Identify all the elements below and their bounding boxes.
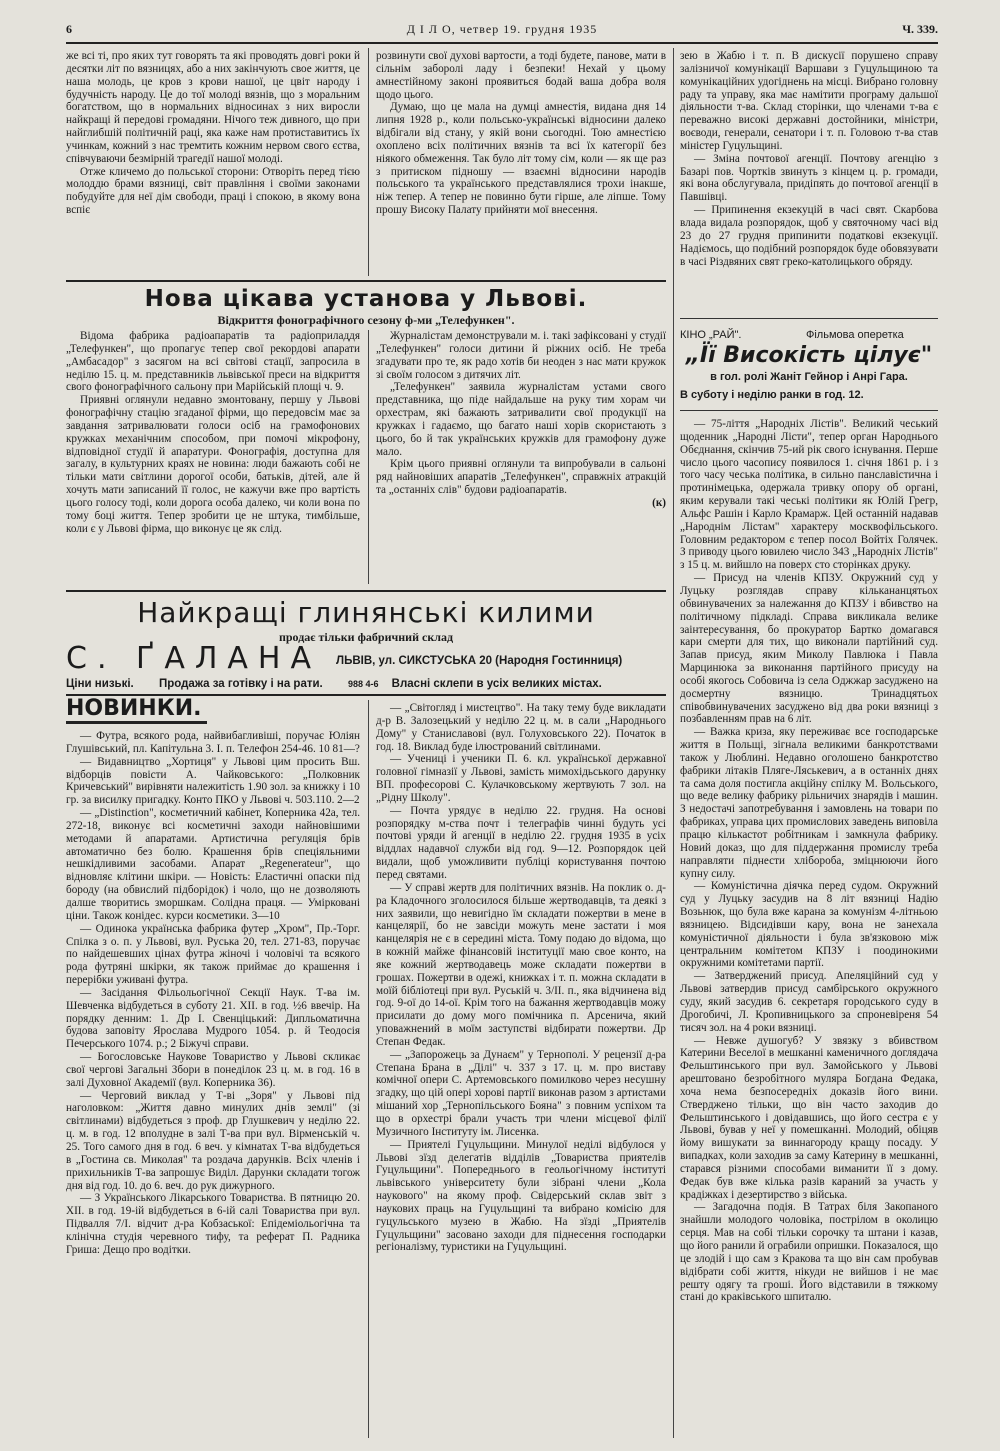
stores-text: Власні склепи в усіх великих містах. — [391, 678, 602, 690]
paragraph: — Зміна почтової агенції. Почтову агенцію з Базарі пов. Чортків звинуть з кінцем ц. р. громади, які вона обслугувала, придіпять до почтової агенції в Павшівці. — [680, 152, 938, 204]
news-item: — Комуністична діячка перед судом. Окружний суд у Луцьку засудив на 8 літ вязниці Надію Возьнюк, що була вже карана за комунізм 4-літньою вязницею. Відсидівши кару, вона не занехала комуністичної діяльности і була зв'язковою між центральним комітетом КПЗУ і поодинокими окружними комітетами партії. — [680, 880, 938, 970]
paragraph: же всі ті, про яких тут говорять та які проводять довгі роки й десятки літ по вязницях, або а них закінчують свое життя, це наша молодь, це кров з крови нашої, це цвіт народу і будучність народу. Це до тої молоді вязнів, що з моральним богатством, що в нормальних відносинах з них виросли найкращі й передові громадяни. Нічого теж дивного, що при найглибшій політичній раці, яка каже нам протиставитись їх учинкам, кожний з нас тремтить кожним нервом свого єства, співчуваючи безмірній трагедії нашої молоді. — [66, 50, 360, 165]
news-item: — Затверджений присуд. Апеляційний суд у Львові затвердив присуд самбірського окружного суду, який засудив 6. секретаря городського суду в Дрогобичі, Л. Кропивницького за спроневіреня 54 тисяч зол. на 4 роки вязниці. — [680, 970, 938, 1034]
news-item: — 75-ліття „Народніх Лістів". Великий чеський щоденник „Народні Лісти", тепер орган Народнього Обєднання, скінчив 75-ий рік свого існування. Перше число цього часопису появилося 1. січня 1861 р. і з того часу чеська політика, в сильно панславістична і протинімецька, одержала тривку опору об органі, яким керували такі чеські політики як Юлій Грегр, Альфс Рашін і Карло Крамарж. Цей останній надавав „Народнім Лістам" характеру москвофільського. Головним редактором є тепер посол Войтіх Голячек. З приводу цього ювилею число 343 „Народніх Лістів" з 15 ц. м. вийшло на поверх сто сторінках друку. — [680, 418, 938, 572]
news-item: — Футра, всякого рода, найвибагливіші, поручає Юліян Глушівський, пл. Капітульна 3. І. п. Телефон 254-46. 10 81—? — [66, 730, 360, 755]
novinky-col2 — [376, 702, 666, 1438]
article-signature: (к) — [652, 496, 666, 509]
news-item: — Невже душогуб? У звязку з вбивством Катерини Веселої в мешканні каменичного доглядача Фельштинського при вул. Замойського у Львові арештовано безробітного муляра Богдана Федака, хоча нема безпосередніх доказів його вини. Стверджено тільки, що він часто заходив до Фельштинського і довідавшись, що його сестра є у Львові, бував у неї у помешканні. Молодий, обіцяв йому вишукати за виннагороду кращу посаду. У випадках, коли заходив за саму Катерину в мешканні, старався різними способами виманити її з дому. Федак був вже кілька разів караний за участь у крадіжках і дезертирство з війська. — [680, 1034, 938, 1201]
paragraph: Відома фабрика радіоапаратів та радіоприладдя „Телефункен", що пропагує тепер свої рекордові апарати „Амбасадор" з засягом на всі світові стації, запросила в неділю 15. ц. м. представників львівської преси на відкриття свого фонографічного сальону при Марійській площі ч. 9. — [66, 330, 360, 394]
article-subtitle: Відкриття фонографічного сезону ф-ми „Телефункен". — [217, 313, 515, 327]
section-title-novinky: НОВИНКИ. — [66, 697, 207, 724]
news-item: — Видавництво „Хортиця" у Львові цим просить Вш. відборців повісти А. Чайковського: „Полковник Кричевський" вирівняти належитість 1.90 зол. за книжку і 10 гр. за виcилку пригадку. Конто ПКО у Львові ч. 503.110. 2—2 — [66, 755, 360, 807]
paragraph: розвинути свої духові вартости, а тоді будете, панове, мати в сільнім заборолі ладу і безпеки! Нехай у цьому амнестійному законі проявиться бодай ваша добра воля щодо цього. — [376, 50, 666, 101]
news-item: — Почта урядує в неділю 22. грудня. На основі розпорядку м-ства почт і телеграфів чинні будуть усі почтові уряди й агенції в неділю 22. грудня 1935 в усіх віддлах надавчої служби від год. 9—12. Розпорядок цей видали, щоб уможливити публіці користування почтою перед святами. — [376, 804, 666, 881]
article-col1 — [66, 330, 360, 584]
news-item: — Черговий виклад у Т-ві „Зоря" у Львові під наголовком: „Життя давно минулих днів землі" (зі світлинами) відбудеться з проф. др Глушкевич у неділю 22. ц. м. в год. 12 вполудне в залі Т-ва при вул. Вірменській ч. 25. Того самого дня в год. 6 веч. у кімнатах Т-ва відбудеться в „Гостина св. Миколая" та роздача дарунків. Всіх членів і прихильників Т-ва запрошує Виділ. Дарунки складати тогож дня від год. 10. до 6. веч. до рук дижурного. — [66, 1089, 360, 1192]
news-item: — Приятелі Гуцульщини. Минулої неділі відбулося у Львові зїзд делегатів відділів „Товариства приятелів Гуцульщини". Попереднього в геольогічному інституті львівського університету були зібрані члени „Кола наукового" на якому проф. Свідерський склав звіт з наукових праць на Гуцульщині та вибрано комісію для гуцульського музею в Жабю. На зїзді „Приятелів Гуцульщини" засовано заходи для піднесення господарки регіоналізму, туристики на Гуцульщині. — [376, 1138, 666, 1254]
news-item: — Загадочна подія. В Татрах біля Закопаного знайшли молодого чоловіка, пострілом в околицю серця. Мав на собі тільки сорочку та штани і казав, що його ранили й ограбили опришки. Показалося, що це злодій і що сам з Кракова та що він сам пробував відібрати собі життя, нікуди не вийшов і не має решту одягу та гроші. Його відставили в тяжкому стані до краківського шпиталю. — [680, 1201, 938, 1304]
paragraph: зею в Жабю і т. п. В дискусії порушено справу залізничої комунікації Варшави з Гуцульщиною та комунікаційних удогіднень на місці. Вибрано головну раду та управу, яка має намітити програму дальшої діяльности т-ва. Склад сторінки, що членами т-ва є переважно високі державні достойники, міністри, воєводи, генерали, сенатори і т. п. Головою т-ва став міністер Гуцульщині. — [680, 50, 938, 152]
novinky-col1 — [66, 730, 360, 1438]
col3-news — [680, 418, 938, 1438]
paragraph: Журналістам демонстрували м. і. такі зафіксовані у студії „Телефункен" голоси дитини й ріжних осіб. Не треба згадувати про те, як радо хотів би неоден з нас мати кружок зі своїм голосом з дитячих літ. — [376, 330, 666, 381]
rule — [66, 590, 666, 592]
column-divider — [673, 48, 674, 1438]
paragraph: Приявні оглянули недавно змонтовану, першу у Львові фонографічну стацію згаданої фірми, що передовсім має за завдання затривалювати голоси осіб на грамофонових кружках механічним способом, при помочі мікрофону, відповідної студії й апаратури. Фонографія, доступна для загалу, в культурних краях не новина: люди бажають собі не тільки мати світлини дорогої особи, батьків, дітей, але й хочуть мати записаний її голос, не кажучи вже про вартість цього голосу тоді, коли дорога особа далеко, чи коли вона по тому боці життя. Тепер зробити це не штука, тимбільше, коли є у Львові фірма, що виконує це як слід. — [66, 394, 360, 535]
paragraph: — Припинення екзекуцій в часі свят. Скарбова влада видала розпорядок, щоб у святочному часі від 23 до 27 грудня припинити податкові екзекуції. Надіємось, що подібний розпорядок буде обовязувати в часі Різдвяних свят греко-католицького обряду. — [680, 204, 938, 268]
column-divider — [368, 330, 369, 584]
issue-number: Ч. 339. — [902, 22, 938, 36]
news-item: — Учениці і ученики П. 6. кл. української державної головної гімназії у Львові, замість мимохідьського дарунку ВП. професорові С. Кулачковському жертвують 7 зол. на „Рідну Школу". — [376, 753, 666, 804]
news-item: — З Українського Лікарського Товариства. В пятницю 20. XII. в год. 19-ій відбудеться в 6-ій салі Товариства при вул. Підвалля 7/І. відчит д-ра Кобзаської: Епідеміольогічна та клінічна студія черевного тифу, та реферат П. Радника Гриша: Дещо про водітки. — [66, 1192, 360, 1256]
news-item: — Присуд на членів КПЗУ. Окружний суд у Луцьку розглядав справу кількананцятьох обвинувачених за належання до КПЗУ і вбивство на політичному підкладі. Справа викликала велике заінтересування, бо прокуратор Бартко домагався кари смерти для тих, що виконали партійний суд. Запав присуд, яким Миколу Павлюка і Павла Марцинюка за виконання партійного присуду на особі якогось Собовича із села Оджжар засуджено на досмертну вязницю. Тринадцятьох співобвинувачених засуджено від два роки вязниці з позбавленням прав на 6 літ. — [680, 572, 938, 726]
article-col2 — [376, 330, 666, 584]
paragraph: „Телефункен" заявила журналістам устами свого представника, що піде найдальше на руку тим хорам чи орхестрам, які бажають затривалити свої продукції на кружках і гадаємо, що багато наші хорів скористають з цього, бо й так українських кружків для грамофону дуже мало. — [376, 381, 666, 458]
column-divider — [368, 700, 369, 1438]
rule — [66, 280, 666, 282]
news-item: — „Запорожець за Дунаєм" у Тернополі. У рецензії д-ра Степана Брана в „Ділі" ч. 337 з 17. ц. м. про виставу комічної опери С. Артемовського помилково через несушну згадку, що цій опері хорові партії виконав разом з артистами мішаний хор „Тернопільського Бояна" з повним успіхом та що в орхестрі брали участь три члени місцевої філії Музичного Інституту ім. Лисенка. — [376, 1048, 666, 1138]
firm-address: ЛЬВІВ, ул. СИКСТУСЬКА 20 (Народня Гостинниця) — [336, 655, 623, 667]
cinema-name: КІНО „РАЙ". — [680, 329, 742, 341]
masthead-date: Д І Л О, четвер 19. грудня 1935 — [406, 22, 598, 36]
news-item: — „Світогляд і мистецтво". На таку тему буде викладати д-р В. Залозецький у неділю 22 ц. м. в сали „Народнього Дому" у Станиславові (вул. Голуховського 22). Початок в год. 18. Виклад буде ілюстрований світлинами. — [376, 702, 666, 753]
film-schedule: В суботу і неділю ранки в год. 12. — [680, 389, 864, 401]
cinema-genre: Фільмова оперетка — [806, 329, 904, 341]
news-item: — Богословське Наукове Товариство у Львові скликає свої чергові Загальні Збори в понеділок 23 ц. м. в год. 16 в залі Духовної Академії (вул. Коперника 36). — [66, 1051, 360, 1089]
col1-top-text — [66, 50, 360, 276]
carpet-ad-subline: продає тільки фабричний склад — [278, 630, 454, 644]
rule — [680, 410, 938, 411]
news-item: — Засідання Фільольогічної Секції Наук. Т-ва ім. Шевченка відбудеться в суботу 21. XII. в год. ½6 ввечір. На порядку денним: 1. Др І. Свенціцький: Дипльоматична будова заповіту Ярослава Мудрого 1054. р. й Теодосія Печерського 1074. р.; 2 Біжучі справи. — [66, 986, 360, 1051]
paragraph: Думаю, що це мала на думці амнестія, видана дня 14 липня 1928 р., коли польсько-українські відносини далеко відбігали від стану, у якій вони сьогодні. Тою амнестією охоплено всіх політичних вязнів та всі їх категорії без ніякого обмеження. Так було літ тому сім, коли — як ще раз з притиском підношу — взаємні відносини народів польського та українського представлялися трохи інакше, ніж тепер. А тепер не повинно бути гірше, але ліпше. Тому прошу Високу Палату прийняти мої внесення. — [376, 101, 666, 217]
page-header — [66, 20, 938, 44]
news-item: — „Distinction", косметичний кабінет, Коперника 42а, тел. 272-18, виконує всі косметичні заходи найновішими методами й апаратами. Артистична регуляція брів автоматично без болю. Крашення брів спеціяльними нешкідливими засобами. Апарат „Regenerateur", що відновляє клітини шкіри. — Новість: Еластичні опаски під бороду (на обвислий підборідок) і чоло, що не дозволяють далше творитись зморшкам. Солідна праця. — Уміркованi ціни. Також конідес. курси косметики. 3—10 — [66, 807, 360, 922]
film-title: „Її Високість цілує" — [685, 343, 933, 368]
price-line — [66, 678, 666, 690]
prices-text: Ціни низькі. — [66, 678, 134, 690]
news-item: — Одинока українська фабрика футер „Хром", Пр.-Торг. Спілка з о. п. у Львові, вул. Руська 20, тел. 271-83, поручає по найдешевших цінах футра жіночі і чоловічі та всякого рода футряні шкірки, як також приймає до крашення і перерібки уживані футра. — [66, 922, 360, 987]
col3-top-text — [680, 50, 938, 312]
paragraph: Отже кличемо до польської сторони: Отворіть перед тією молоддю брами вязниці, світ правління і своїми законами побудуйте для неї дім свободи, праці і спокою, в якому вона вспіє — [66, 165, 360, 217]
article-headline: Нова цікава установа у Львові. — [144, 286, 588, 312]
carpet-ad-headline: Найкращі глинянські килими — [137, 596, 595, 629]
news-item: — У справі жертв для політичних вязнів. На поклик о. д-ра Кладочного зголосилося більше жертводавців, та деякі з них заявили, що невигідно їм складати пожертви в мене в канцелярії, бо не завсіди можуть мене застати і моя канцелярія не є в середині міста. Тому подаю до відома, що в кожній майже фінансовій інституції маю свое конто, на яке кожний жертводавець може складати пожертви в грошах. Пожертви в одежі, книжках і т. п. можна складати в моїй бібліотеці при вул. Руській ч. 3/ІІ. п., яка відчинена від год. 9-ої до 14-ої. Крім того на бажання жертводавців можу присилати до дому мого помічника п. Арсенича, який уповажнений в моїм заступстві відбирати пожертви. Др Степан Федак. — [376, 881, 666, 1048]
rule — [680, 318, 938, 319]
firm-name: С. ҐАЛАНА — [66, 641, 321, 676]
col2-top-text — [376, 50, 666, 276]
news-item: — Важка криза, яку переживає все господарське життя в Польщі, зігнала великими банкротствами також у Люблині. Недавно оголошено банкротство фабрики літаків Пляге-Ляськевич, а в останніх днях та сама доля постигла акційну спілку М. Вольського, що веде велику фабрику рільничих знарядів і машин. З недостачі запотребування і замовлень на товари по фабриках, управа цих промислових заведень виповіла працю кількастот робітникам і замкнула фабрику. Новий доказ, що для піддержання промислу треба направляти піднести хлібороба, зміцнюючи його купну силу. — [680, 726, 938, 880]
page-number: 6 — [66, 22, 72, 36]
payment-text: Продажа за готівку і на рати. — [158, 678, 323, 690]
film-cast: в гол. ролі Жаніт Гейнор і Анрі Гара. — [710, 371, 908, 383]
ad-code: 988 4-6 — [347, 679, 379, 689]
column-divider — [368, 48, 369, 276]
paragraph: Крім цього приявні оглянули та випробували в сальоні ряд найновіших апаратів „Телефункен", справжніх атракцій та „останніх слів" будови радіоапаратів. — [376, 458, 666, 497]
